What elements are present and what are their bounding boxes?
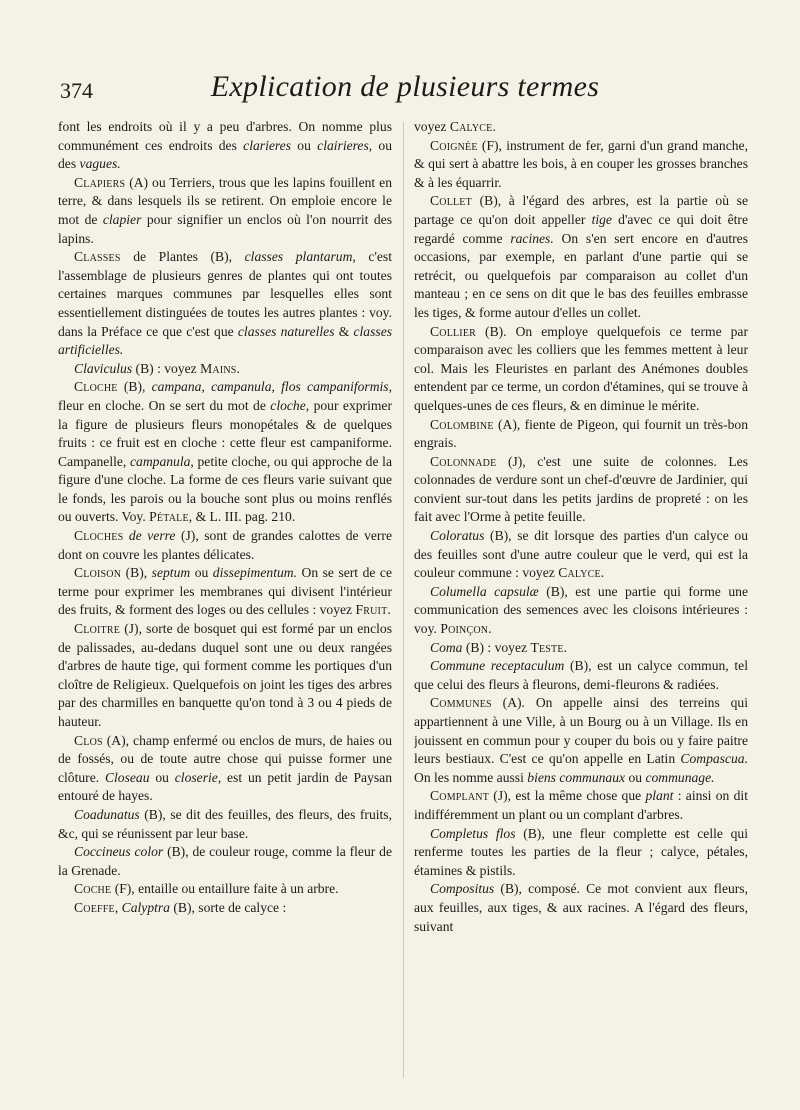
entry-headword: Cloitre bbox=[74, 621, 121, 637]
entry-text: (B), se dit lorsque des parties d'un calyce ou des feuilles sont d'une autre couleur que le verd, qui est la couleur commune : voyez bbox=[414, 528, 748, 581]
dictionary-entry bbox=[414, 657, 748, 694]
entry-text: , bbox=[114, 899, 122, 915]
entry-headword: Cloison bbox=[74, 565, 122, 581]
italic-term: communage. bbox=[645, 769, 715, 785]
entry-headword: Colombine bbox=[430, 416, 494, 432]
italic-term: Closeau bbox=[104, 769, 150, 785]
dictionary-entry bbox=[58, 732, 392, 806]
dictionary-entry bbox=[58, 527, 392, 564]
italic-term: campana bbox=[151, 379, 202, 395]
dictionary-entry bbox=[58, 899, 392, 918]
entry-text: , ou des bbox=[58, 137, 392, 172]
entry-headword: Collier bbox=[430, 323, 477, 339]
entry-text: (J), sont de grandes calottes de verre dont on couvre les plantes délicates. bbox=[58, 528, 392, 562]
entry-text: , & L. III. pag. 210. bbox=[188, 509, 296, 525]
entry-headword: Coignée bbox=[430, 137, 478, 153]
entry-headword: Complant bbox=[430, 788, 490, 804]
dictionary-entry bbox=[414, 416, 748, 453]
italic-term: campanula bbox=[130, 453, 191, 469]
entry-text: font les endroits où il y a peu d'arbres. On nomme plus communément ces endroits des bbox=[58, 119, 392, 153]
italic-term: plant bbox=[645, 788, 674, 804]
italic-term: Compositus bbox=[430, 881, 495, 897]
italic-term: classes plantarum, bbox=[244, 249, 356, 265]
dictionary-entry bbox=[58, 378, 392, 527]
entry-text: , fleur en cloche. On se sert du mot de bbox=[58, 379, 392, 413]
italic-term: classes naturelles bbox=[237, 323, 335, 339]
dictionary-entry bbox=[58, 880, 392, 899]
entry-text: , est un petit jardin de Paysan entouré de hayes. bbox=[58, 769, 392, 804]
italic-term: Completus flos bbox=[430, 825, 516, 841]
italic-term: racines. bbox=[510, 230, 554, 246]
entry-text: (A). On appelle ainsi des terreins qui appartiennent à une Ville, à un Bourg ou à un Village. Ils en jouissent en commun pour y couper du bois ou y faire paitre leurs bestiaux. C'est ce qu'on appelle en Latin bbox=[414, 695, 748, 767]
entry-text: (B), sorte de calyce : bbox=[169, 899, 287, 915]
italic-term: Coccineus color bbox=[74, 844, 164, 860]
entry-text: (B), bbox=[121, 565, 152, 581]
entry-text: c'est l'assemblage de plusieurs genres de plantes qui ont toutes certaines marques communes par lesquelles elles sont essentiellement distinguées de toutes les autres plantes : voy. dans la Préface ce que c'est que bbox=[58, 249, 392, 339]
dictionary-entry bbox=[58, 620, 392, 732]
entry-text: (J), sorte de bosquet qui est formé par un enclos de palissades, au-dedans duquel sont une ou deux rangées d'arbres de haute tige, qui forment comme les portiques d'un cloître de Religieux. Quelquefois on joint les tiges des arbres par des charmilles en banquette qu'on tond à 3 ou 4 pieds de hauteur. bbox=[58, 621, 392, 729]
entry-headword: Mains. bbox=[200, 360, 241, 376]
dictionary-entry bbox=[414, 694, 748, 787]
dictionary-entry bbox=[58, 806, 392, 843]
entry-text: , pour exprimer la figure de plusieurs fleurs monopétales & de quelques fruits : ce fruit est en cloche : cette fleur est campaniforme. Campanelle, bbox=[58, 397, 392, 469]
entry-headword: Teste. bbox=[530, 639, 568, 655]
entry-text: pour signifier un enclos où l'on nourrit des lapins. bbox=[58, 211, 392, 246]
entry-text: (B), une fleur complette est celle qui renferme toutes les parties de la fleur ; calyce, pétales, étamines & pistils. bbox=[414, 825, 748, 878]
page-header bbox=[60, 70, 750, 110]
entry-text: (B), est une partie qui forme une communication des semences avec les cloisons intérieures : voy. bbox=[414, 583, 748, 637]
entry-headword: Calyce. bbox=[449, 119, 497, 134]
dictionary-entry bbox=[414, 787, 748, 824]
entry-headword: Colonnade bbox=[430, 453, 497, 469]
right-column bbox=[414, 118, 748, 1078]
dictionary-entry bbox=[58, 118, 392, 174]
dictionary-entry bbox=[414, 453, 748, 527]
text-columns bbox=[58, 118, 748, 1078]
dictionary-entry bbox=[414, 639, 748, 658]
entry-text: ou bbox=[291, 137, 318, 153]
left-column bbox=[58, 118, 392, 1078]
entry-headword: Cloche bbox=[74, 379, 118, 395]
italic-term: septum bbox=[151, 565, 191, 581]
italic-term: clairieres bbox=[317, 137, 369, 153]
italic-term: clarieres bbox=[243, 137, 291, 153]
entry-text: On les nomme aussi bbox=[414, 769, 528, 785]
entry-headword: Pétale bbox=[149, 509, 189, 525]
italic-term: de verre bbox=[128, 528, 176, 544]
entry-text: (F), entaille ou entaillure faite à un arbre. bbox=[111, 881, 339, 897]
entry-text: & bbox=[334, 323, 354, 339]
entry-text: , bbox=[271, 379, 282, 395]
dictionary-entry bbox=[58, 248, 392, 360]
italic-term: Calyptra bbox=[121, 899, 170, 915]
italic-term: clapier bbox=[102, 211, 142, 227]
italic-term: classes artificielles. bbox=[58, 323, 392, 358]
column-rule bbox=[403, 122, 404, 1078]
page-number: 374 bbox=[60, 78, 93, 103]
italic-term: Claviculus bbox=[74, 360, 133, 376]
entry-text: ou bbox=[149, 769, 175, 785]
italic-term: tige bbox=[591, 211, 612, 227]
dictionary-entry bbox=[414, 880, 748, 936]
entry-headword: Classes bbox=[74, 249, 121, 265]
entry-text: (A), fiente de Pigeon, qui fournit un très-bon engrais. bbox=[414, 416, 748, 451]
italic-term: Compascua. bbox=[680, 751, 748, 767]
italic-term: Coma bbox=[430, 639, 463, 655]
dictionary-entry bbox=[58, 843, 392, 880]
entry-text: (B), de couleur rouge, comme la fleur de la Grenade. bbox=[58, 844, 392, 878]
entry-headword: Communes bbox=[430, 695, 492, 711]
dictionary-entry bbox=[414, 583, 748, 639]
entry-headword: Clapiers bbox=[74, 174, 126, 190]
entry-text: ou bbox=[625, 769, 646, 785]
italic-term: dissepimentum. bbox=[212, 565, 297, 581]
entry-text: (A) ou Terriers, trous que les lapins fouillent en terre, & dans lesquels ils se retirent. On emploie encore le mot de bbox=[58, 174, 392, 227]
entry-headword: Cloches bbox=[74, 528, 124, 544]
italic-term: Commune receptaculum bbox=[430, 658, 565, 674]
italic-term: flos campaniformis bbox=[281, 379, 389, 395]
entry-text: ou bbox=[190, 565, 213, 581]
entry-text: (B) : voyez bbox=[462, 639, 531, 655]
italic-term: vagues. bbox=[79, 156, 121, 172]
entry-text: (F), instrument de fer, garni d'un grand manche, & qui sert à abattre les bois, à en couper les grosses branches & à les équarrir. bbox=[414, 137, 748, 190]
entry-text: (B), composé. Ce mot convient aux fleurs, aux feuilles, aux tiges, & aux racines. A l'égard des fleurs, suivant bbox=[414, 881, 748, 934]
entry-text: d'avec ce qui doit être regardé comme bbox=[414, 211, 748, 246]
entry-text: (B), à l'égard des arbres, est la partie où se partage ce qu'on doit appeller bbox=[414, 193, 748, 227]
italic-term: Coloratus bbox=[430, 528, 485, 544]
entry-headword: Coeffe bbox=[74, 899, 115, 915]
entry-text: On s'en sert encore en d'autres occasions, par exemple, en parlant d'une partie qui se retrécit, ou quelquefois par comparaison au collet d'un manteau ; en ce sens on dit que le bas des feuilles embrasse les tiges, & forme autour d'elles un collet. bbox=[414, 230, 748, 320]
dictionary-entry bbox=[58, 174, 392, 248]
dictionary-entry bbox=[414, 323, 748, 416]
entry-text: de Plantes (B), bbox=[120, 249, 245, 265]
dictionary-entry bbox=[414, 118, 748, 137]
entry-text: voyez bbox=[414, 119, 450, 134]
entry-headword: Collet bbox=[430, 193, 472, 209]
dictionary-entry bbox=[414, 825, 748, 881]
entry-text: , bbox=[201, 379, 212, 395]
dictionary-entry bbox=[414, 192, 748, 322]
entry-headword: Fruit. bbox=[355, 602, 391, 618]
entry-headword: Poinçon. bbox=[440, 621, 492, 637]
entry-headword: Calyce. bbox=[558, 565, 605, 581]
entry-text: (B) : voyez bbox=[132, 360, 201, 376]
entry-headword: Coche bbox=[74, 881, 112, 897]
dictionary-entry bbox=[414, 137, 748, 193]
italic-term: Coadunatus bbox=[74, 806, 140, 822]
dictionary-entry bbox=[414, 527, 748, 583]
dictionary-entry bbox=[58, 360, 392, 379]
italic-term: Columella capsulæ bbox=[430, 583, 539, 599]
entry-text: (B). On employe quelquefois ce terme par comparaison avec les colliers que les femmes mettent à leur col. Mais les Fleuristes en parlant des Anémones doubles entendent par ce terme, un cordon d'étamines, qui se trouve à quelques-unes de ces fleurs, & en diminue le mérite. bbox=[414, 323, 748, 413]
entry-text: On se sert de ce terme pour exprimer les membranes qui divisent l'intérieur des fruits, & forment des loges ou des cellules : voyez bbox=[58, 565, 392, 618]
entry-text: : ainsi on dit indifféremment un plant ou un complant d'arbres. bbox=[414, 788, 748, 822]
italic-term: campanula bbox=[211, 379, 272, 395]
entry-text: (A), champ enfermé ou enclos de murs, de haies ou de fossés, ou de toute autre chose qui puisse former une clôture. bbox=[58, 732, 392, 785]
entry-headword: Clos bbox=[74, 732, 103, 748]
running-title: Explication de plusieurs termes bbox=[210, 70, 600, 103]
entry-text: , petite cloche, ou qui approche de la figure d'une cloche. La forme de ces fleurs varie suivant que le fonds, les parois ou la bouche sont plus ou moins renflés ou ouverts. Voy. bbox=[58, 453, 392, 525]
italic-term: closerie bbox=[174, 769, 218, 785]
entry-text: (B), se dit des feuilles, des fleurs, des fruits, &c, qui se réunissent par leur base. bbox=[58, 806, 392, 841]
entry-text: (J), c'est une suite de colonnes. Les colonnades de verdure sont un chef-d'œuvre de Jardinier, qui convient sur-tout dans les petits jardins de propreté : on les fait avec l'Orme à petite feuille. bbox=[414, 453, 748, 525]
entry-text: (J), est la même chose que bbox=[489, 788, 646, 804]
entry-text: (B), bbox=[117, 379, 152, 395]
italic-term: biens communaux bbox=[527, 769, 626, 785]
entry-text: (B), est un calyce commun, tel que celui des fleurs à fleurons, demi-fleurons & radiées. bbox=[414, 658, 748, 692]
dictionary-entry bbox=[58, 564, 392, 620]
italic-term: cloche bbox=[270, 397, 306, 413]
